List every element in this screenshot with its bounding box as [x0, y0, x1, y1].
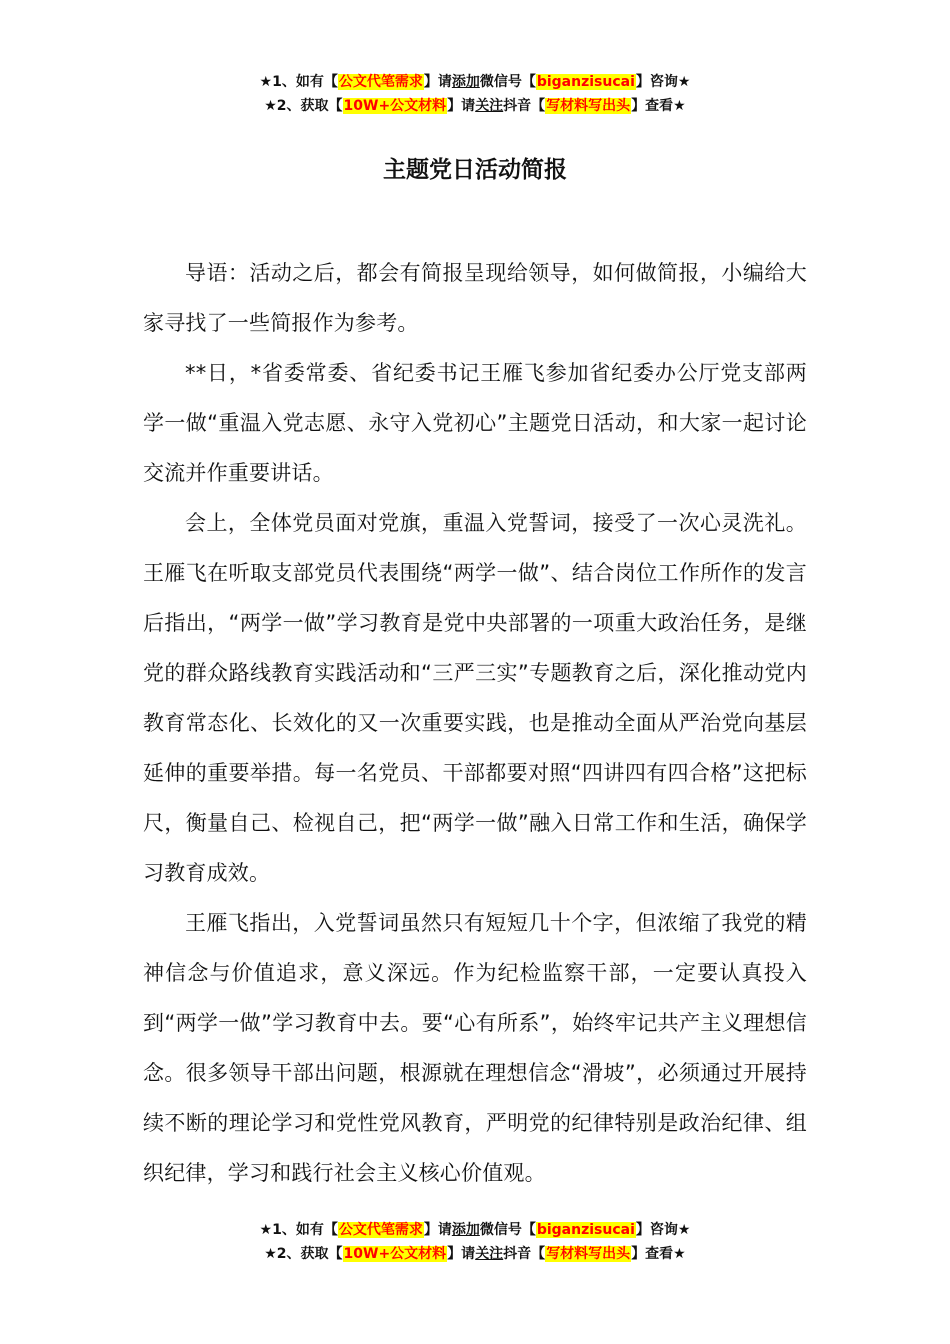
promo-text: ★1、如有【 [259, 1222, 338, 1238]
paragraph: 王雁飞指出，入党誓词虽然只有短短几十个字，但浓缩了我党的精神信念与价值追求，意义深远。作为纪检监察干部，一定要认真投入到“两学一做”学习教育中去。要“心有所系”，始终牢记共产主义理想信念。很多领导干部出问题，根源就在理想信念“滑坡”，必须通过开展持续不断的理论学习和党性党风教育，严明党的纪律特别是政治纪律、组织纪律，学习和践行社会主义核心价值观。 [143, 911, 807, 1185]
paragraph: 会上，全体党员面对党旗，重温入党誓词，接受了一次心灵洗礼。王雁飞在听取支部党员代表围绕“两学一做”、结合岗位工作所作的发言后指出，“两学一做”学习教育是党中央部署的一项重大政治任务，是继党的群众路线教育实践活动和“三严三实”专题教育之后，深化推动党内教育常态化、长效化的又一次重要实践，也是推动全面从严治党向基层延伸的重要举措。每一名党员、干部都要对照“四讲四有四合格”这把标尺，衡量自己、检视自己，把“两学一做”融入日常工作和生活，确保学习教育成效。 [143, 511, 807, 885]
promo-underlined-text: 添加 [451, 74, 480, 90]
promo-highlight: 公文代笔需求 [338, 74, 423, 90]
paragraph-intro: 导语：活动之后，都会有简报呈现给领导，如何做简报，小编给大家寻找了一些简报作为参考。 [143, 261, 807, 335]
paragraph: **日，*省委常委、省纪委书记王雁飞参加省纪委办公厅党支部两学一做“重温入党志愿、永守入党初心”主题党日活动，和大家一起讨论交流并作重要讲话。 [143, 361, 807, 485]
promo-text: 】请 [423, 74, 452, 90]
promo-text: 抖音【 [503, 1246, 546, 1262]
promo-highlight: biganzisucai [536, 74, 635, 90]
footer-promo-banner [0, 1218, 950, 1266]
promo-text: ★1、如有【 [259, 74, 338, 90]
promo-highlight: biganzisucai [536, 1222, 635, 1238]
promo-text: 】请 [423, 1222, 452, 1238]
promo-text: 】查看★ [631, 98, 686, 114]
promo-text: 微信号【 [479, 1222, 536, 1238]
promo-text: 抖音【 [503, 98, 546, 114]
promo-highlight: 写材料写出头 [546, 1246, 631, 1262]
promo-underlined-text: 关注 [475, 1246, 504, 1262]
promo-highlight: 10W+公文材料 [343, 98, 447, 114]
promo-text: 】咨询★ [635, 1222, 691, 1238]
promo-text: 】查看★ [631, 1246, 686, 1262]
document-title: 主题党日活动简报 [383, 157, 567, 183]
promo-line-2 [0, 1242, 950, 1266]
promo-text: 微信号【 [479, 74, 536, 90]
promo-text: ★2、获取【 [264, 98, 343, 114]
promo-line-2 [0, 94, 950, 118]
promo-line-1 [0, 1218, 950, 1242]
promo-underlined-text: 关注 [475, 98, 504, 114]
promo-underlined-text: 添加 [451, 1222, 480, 1238]
header-promo-banner [0, 70, 950, 118]
promo-text: 】咨询★ [635, 74, 691, 90]
promo-text: ★2、获取【 [264, 1246, 343, 1262]
promo-line-1 [0, 70, 950, 94]
promo-highlight: 写材料写出头 [546, 98, 631, 114]
promo-text: 】请 [447, 98, 476, 114]
promo-text: 】请 [447, 1246, 476, 1262]
document-body [143, 248, 807, 1198]
promo-highlight: 公文代笔需求 [338, 1222, 423, 1238]
promo-highlight: 10W+公文材料 [343, 1246, 447, 1262]
